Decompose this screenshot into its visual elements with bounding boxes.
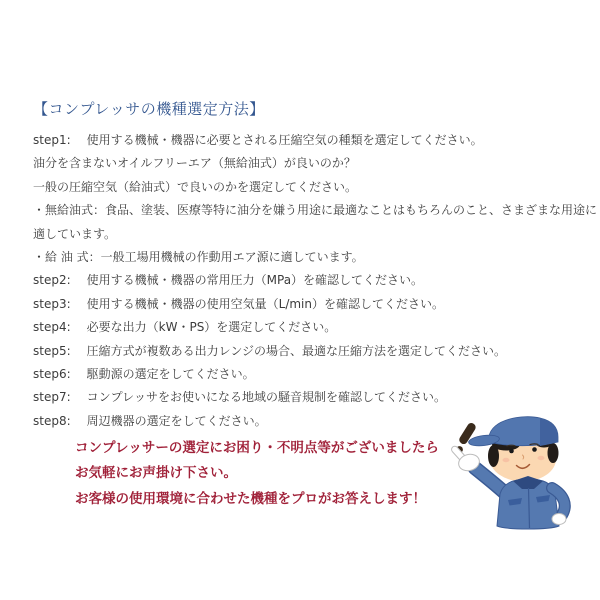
step-line (33, 363, 589, 386)
step-line (33, 199, 598, 222)
step-text: 油分を含まないオイルフリーエア（無給油式）が良いのか？ (33, 156, 356, 171)
step-text: ・給 油 式：一般工場用機械の作動用エア源に適しています。 (33, 249, 364, 264)
step-label: step7: (33, 390, 71, 405)
step-line (33, 246, 589, 269)
step-text: 使用する機械・機器の使用空気量（L/min）を確認してください。 (86, 296, 445, 311)
callout-line: コンプレッサーの選定にお困り・不明点等がございましたら (75, 440, 439, 456)
page-title: 【コンプレッサの機種選定方法】 (33, 100, 265, 119)
step-line (33, 340, 589, 363)
step-line (33, 223, 589, 246)
step-text: 一般の圧縮空気（給油式）で良いのかを選定してください。 (33, 179, 358, 194)
step-line (33, 176, 589, 199)
worker-mascot-illustration (445, 406, 575, 536)
step-line (33, 293, 589, 316)
step-text: 圧縮方式が複数ある出力レンジの場合、最適な圧縮方法を選定してください。 (86, 343, 507, 358)
callout-text (75, 436, 439, 512)
worker-body (497, 476, 566, 529)
step-text: 適しています。 (33, 226, 117, 241)
step-line (33, 129, 589, 152)
hip-hand-icon (552, 514, 566, 525)
blush-right (538, 456, 545, 460)
step-label: step6: (33, 366, 71, 381)
step-label: step8: (33, 413, 71, 428)
exclamation-icon (456, 422, 477, 453)
step-text: 駆動源の選定をしてください。 (86, 366, 255, 381)
step-label: step5: (33, 343, 71, 358)
step-text: 必要な出力（kW・PS）を選定してください。 (86, 320, 337, 335)
step-text: 周辺機器の選定をしてください。 (86, 413, 267, 428)
step-text: ・無給油式：食品、塗装、医療等特に油分を嫌う用途に最適なことはもちろんのこと、さまざまな用途に (33, 203, 598, 218)
step-text: 使用する機械・機器に必要とされる圧縮空気の種類を選定してください。 (86, 133, 483, 147)
steps-list (33, 129, 598, 433)
step-label: step4: (33, 320, 71, 335)
step-text: 使用する機械・機器の常用圧力（MPa）を確認してください。 (86, 273, 424, 288)
blush-left (503, 458, 510, 462)
step-line (33, 316, 589, 339)
cap-shade (540, 418, 558, 446)
step-text: コンプレッサをお使いになる地域の騒音規制を確認してください。 (86, 390, 447, 405)
step-line (33, 269, 589, 292)
step-label: step2: (33, 273, 71, 288)
step-label: step1: (33, 133, 71, 147)
callout-line: お気軽にお声掛け下さい。 (75, 465, 237, 482)
step-line (33, 152, 589, 175)
step-label: step3: (33, 296, 71, 311)
callout-line: お客様の使用環境に合わせた機種をプロがお答えします！ (75, 490, 426, 507)
eye-left (509, 449, 514, 454)
eye-right (532, 447, 537, 452)
